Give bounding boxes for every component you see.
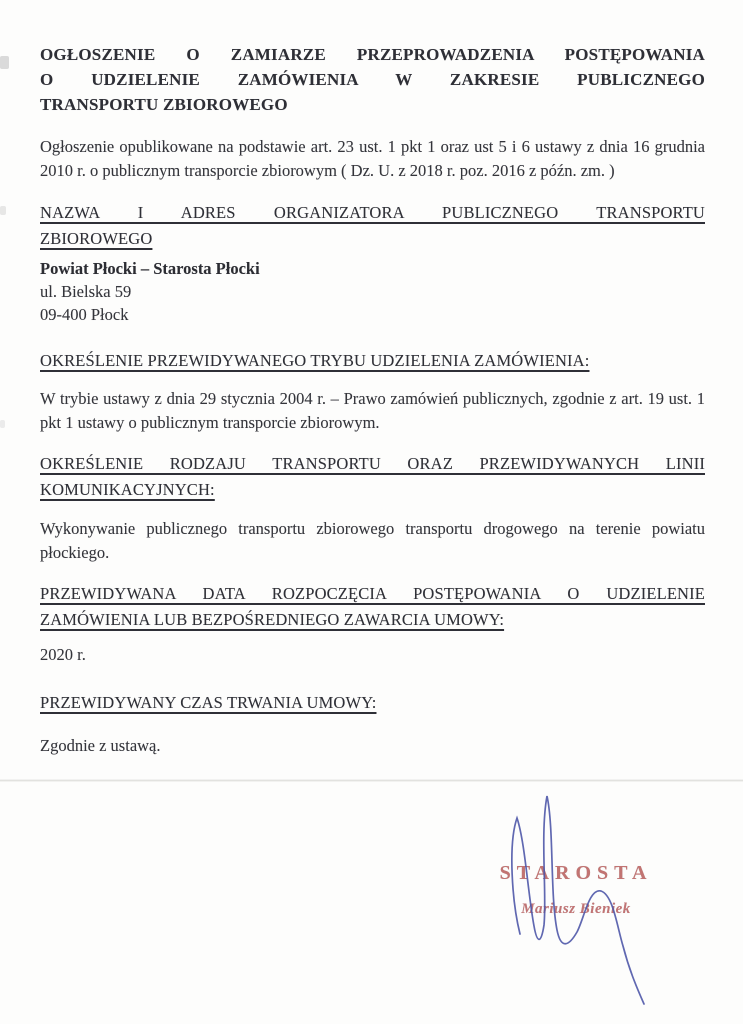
section-heading-organizer [40,200,705,252]
document-title-line: TRANSPORTU ZBIOROWEGO [40,95,288,114]
scan-artifact [0,56,9,69]
scan-artifact [0,206,6,215]
intro-paragraph: Ogłoszenie opublikowane na podstawie art. 23 ust. 1 pkt 1 oraz ust 5 i 6 ustawy z dnia 16 grudnia 2010 r. o publicznym transporcie zbiorowym ( Dz. U. z 2018 r. poz. 2016 z późn. zm. ) [40,137,705,180]
contract-duration-text: Zgodnie z ustawą. [40,736,161,755]
transport-type-text: Wykonywanie publicznego transportu zbiorowego transportu drogowego na terenie powiatu płockiego. [40,519,705,562]
organizer-address-block [40,257,705,326]
section-heading-line: ZAMÓWIENIA LUB BEZPOŚREDNIEGO ZAWARCIA UMOWY: [40,610,505,629]
section-heading-start-date [40,581,705,633]
start-date-value: 2020 r. [40,645,86,664]
document-content [40,42,705,758]
organizer-street: ul. Bielska 59 [40,282,132,301]
section-heading-contract-duration: PRZEWIDYWANY CZAS TRWANIA UMOWY: [40,693,377,712]
section-heading-transport-type [40,451,705,503]
procedure-mode-text: W trybie ustawy z dnia 29 stycznia 2004 r. – Prawo zamówień publicznych, zgodnie z art. 19 ust. 1 pkt 1 ustawy o publicznym transporcie zbiorowym. [40,389,705,432]
starosta-stamp [488,862,664,918]
scan-artifact [0,420,5,428]
section-heading-procedure-mode: OKREŚLENIE PRZEWIDYWANEGO TRYBU UDZIELENIA ZAMÓWIENIA: [40,351,590,370]
signature-stroke [512,796,644,1004]
section-heading-line: ZBIOROWEGO [40,229,153,248]
organizer-city: 09-400 Płock [40,305,129,324]
document-title [40,42,705,117]
section-heading-line: PRZEWIDYWANA DATA ROZPOCZĘCIA POSTĘPOWANIA O UDZIELENIE [40,584,705,603]
stamp-name: Mariusz Bieniek [521,901,631,917]
document-title-line: OGŁOSZENIE O ZAMIARZE PRZEPROWADZENIA POSTĘPOWANIA [40,45,705,64]
organizer-name: Powiat Płocki – Starosta Płocki [40,259,260,278]
signature-ink [470,786,690,1016]
document-title-line: O UDZIELENIE ZAMÓWIENIA W ZAKRESIE PUBLICZNEGO [40,70,705,89]
stamp-title: STAROSTA [499,862,653,884]
scan-crease-line [0,779,743,782]
section-heading-line: KOMUNIKACYJNYCH: [40,480,215,499]
section-heading-line: NAZWA I ADRES ORGANIZATORA PUBLICZNEGO TRANSPORTU [40,203,705,222]
section-heading-line: OKREŚLENIE RODZAJU TRANSPORTU ORAZ PRZEWIDYWANYCH LINII [40,454,705,473]
